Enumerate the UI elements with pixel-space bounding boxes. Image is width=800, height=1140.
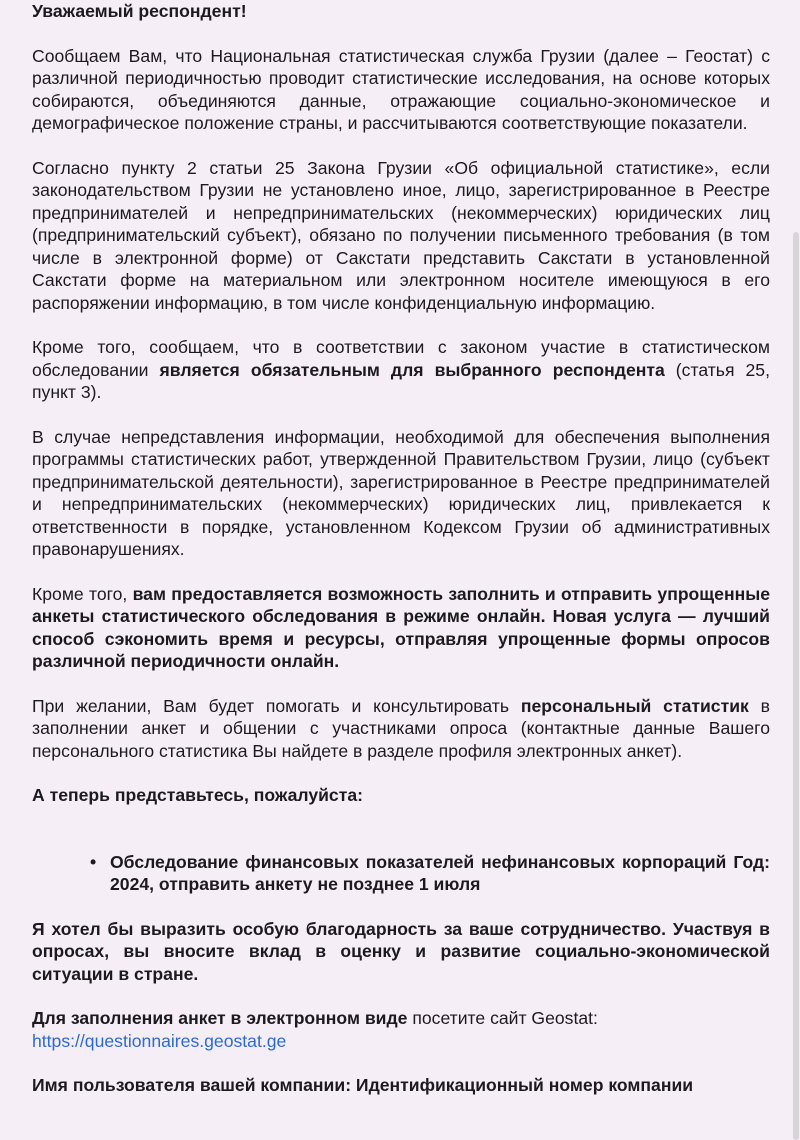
- paragraph-geostat-intro: Сообщаем Вам, что Национальная статистическая служба Грузии (далее – Геостат) с различной периодичностью проводит статистические исследования, на основе которых собираются, объединяются данные, отражающие социально-экономическое и демографическое положение страны, и рассчитываются соответствующие показатели.: [32, 45, 770, 133]
- paragraph-law-article: Согласно пункту 2 статьи 25 Закона Грузии «Об официальной статистике», если законодательством Грузии не установлено иное, лицо, зарегистрированное в Реестре предпринимателей и непредпринимательских (некоммерческих) юридических лиц (предпринимательский субъект), обязано по получении письменного требования (в том числе в электронной форме) от Сакстати представить Сакстати в установленной Сакстати форме на материальном или электронном носителе имеющуюся в его распоряжении информацию, в том числе конфиденциальную информацию.: [32, 157, 770, 313]
- email-body: [32, 0, 770, 1097]
- paragraph-liability: В случае непредставления информации, необходимой для обеспечения выполнения программы статистических работ, утвержденной Правительством Грузии, лицо (субъект предпринимательской деятельности), зарегистрированное в Реестре предпринимателей и непредпринимательских (некоммерческих) юридических лиц, привлекается к ответственности в порядке, установленном Кодексом Грузии об административных правонарушениях.: [32, 426, 770, 559]
- paragraph-obligatory: Кроме того, сообщаем, что в соответствии с законом участие в статистическом обследовании является обязательным для выбранного респондента (статья 25, пункт 3).: [32, 337, 770, 402]
- questionnaire-site-link[interactable]: https://questionnaires.geostat.ge: [32, 1030, 287, 1051]
- paragraph-thanks: Я хотел бы выразить особую благодарность за ваше сотрудничество. Участвуя в опросах, вы вносите вклад в оценку и развитие социально-экономической ситуации в стране.: [32, 918, 770, 984]
- introduce-heading: А теперь представьтесь, пожалуйста:: [32, 785, 363, 805]
- bullet-icon: •: [90, 851, 97, 872]
- scrollbar[interactable]: [793, 232, 799, 1140]
- survey-item-text: Обследование финансовых показателей нефинансовых корпораций Год: 2024, отправить анкету не позднее 1 июля: [110, 851, 770, 894]
- paragraph-online-service: Кроме того, вам предоставляется возможность заполнить и отправить упрощенные анкеты статистического обследования в режиме онлайн. Новая услуга — лучший способ сэкономить время и ресурсы, отправляя упрощенные формы опросов различной периодичности онлайн.: [32, 583, 771, 671]
- list-item: [32, 851, 770, 896]
- greeting: Уважаемый респондент!: [32, 1, 247, 21]
- paragraph-username: Имя пользователя вашей компании: Идентификационный номер компании: [32, 1075, 694, 1095]
- paragraph-visit: Для заполнения анкет в электронном виде посетите сайт Geostat: https://questionnaires.geostat.ge: [32, 1008, 598, 1051]
- paragraph-personal-statistician: При желании, Вам будет помогать и консультировать персональный статистик в заполнении анкет и общении с участниками опроса (контактные данные Вашего персонального статистика Вы найдете в разделе профиля электронных анкет).: [32, 695, 770, 761]
- survey-list: [32, 851, 770, 896]
